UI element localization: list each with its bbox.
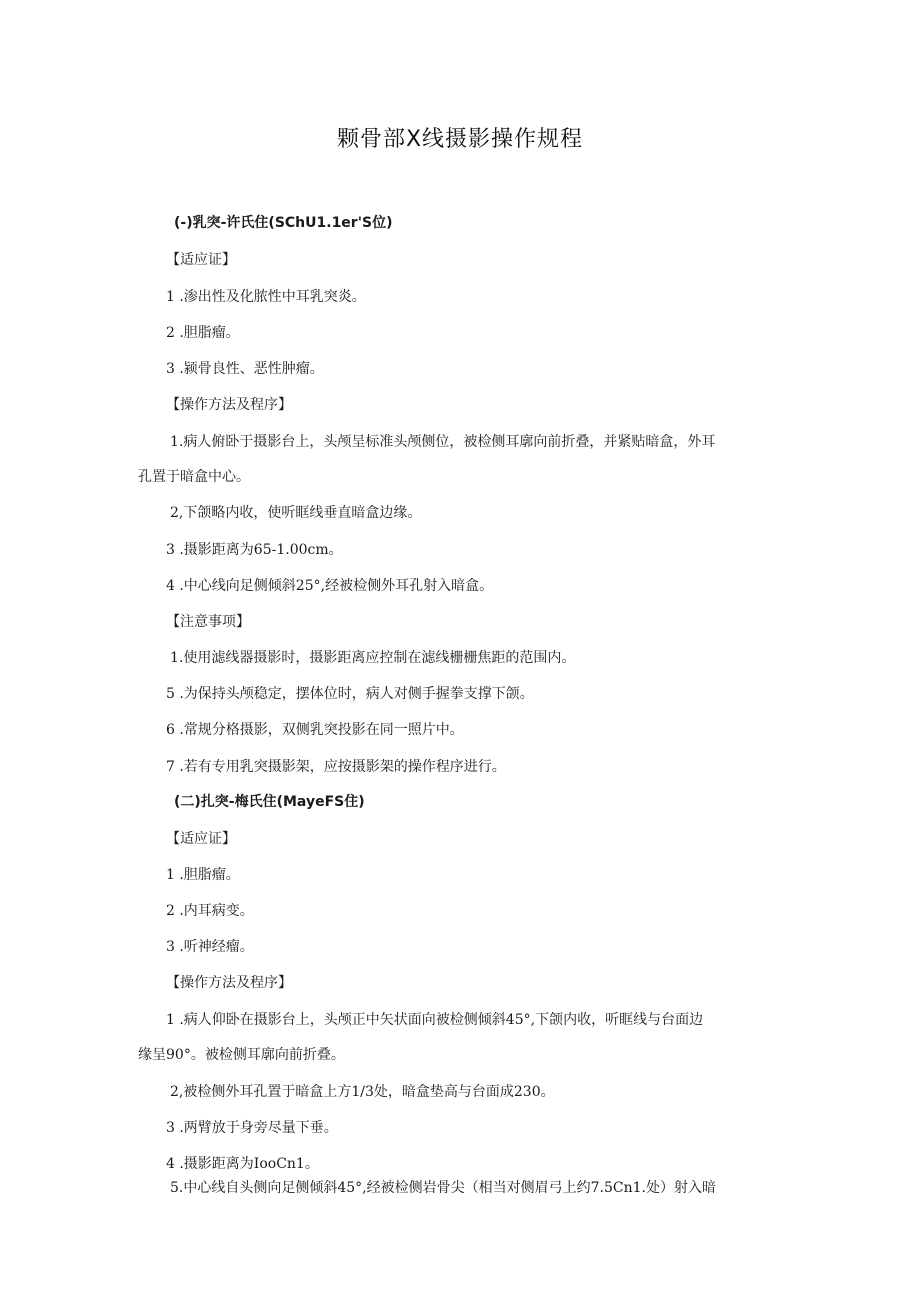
list-item: 1.病人俯卧于摄影台上，头颅呈标准头颅侧位，被检侧耳廓向前折叠，并紧贴暗盒，外耳 [170,434,716,450]
list-item: 2,被检侧外耳孔置于暗盒上方1/3处，暗盒垫高与台面成230。 [170,1084,555,1100]
list-item: 4 .中心线向足侧倾斜25°,经被检侧外耳孔射入暗盒。 [166,578,494,594]
list-item: 2 .胆脂瘤。 [166,325,240,341]
document-title: 颗骨部X线摄影操作规程 [336,127,584,152]
list-item: 1 .病人仰卧在摄影台上，头颅正中矢状面向被检侧倾斜45°,下颌内收，听眶线与台面边 [166,1012,704,1028]
list-item: 2 .内耳病变。 [166,903,254,919]
list-item: 1.使用滤线器摄影时，摄影距离应控制在滤线栅栅焦距的范围内。 [170,650,576,666]
list-item-continuation: 孔置于暗盒中心。 [138,469,250,485]
section-heading-1: (-)乳突-许氏住(SChU1.1er'S位) [174,215,393,231]
subheading-indications-2: 【适应证】 [166,831,236,847]
list-item: 3 .两臂放于身旁尽量下垂。 [166,1120,338,1136]
list-item: 3 .摄影距离为65-1.00cm。 [166,542,343,558]
list-item-continuation: 缘呈90°。被检侧耳廓向前折叠。 [138,1047,345,1063]
subheading-indications-1: 【适应证】 [166,252,236,268]
list-item: 1 .胆脂瘤。 [166,867,240,883]
list-item: 7 .若有专用乳突摄影架，应按摄影架的操作程序进行。 [166,759,506,775]
list-item: 4 .摄影距离为IooCn1。 [166,1156,319,1172]
section-heading-2: (二)扎突-梅氏住(MayeFS住) [174,794,365,810]
list-item: 5.中心线自头侧向足侧倾斜45°,经被检侧岩骨尖（相当对侧眉弓上约7.5Cn1.处）射入暗 [170,1180,716,1196]
list-item: 2,下颌略内收，使听眶线垂直暗盒边缘。 [170,505,422,521]
list-item: 5 .为保持头颅稳定，摆体位时，病人对侧手握拳支撑下颌。 [166,686,534,702]
list-item: 1 .渗出性及化脓性中耳乳突炎。 [166,289,366,305]
subheading-procedure-1: 【操作方法及程序】 [166,397,292,413]
subheading-procedure-2: 【操作方法及程序】 [166,975,292,991]
list-item: 6 .常规分格摄影，双侧乳突投影在同一照片中。 [166,722,464,738]
subheading-notes-1: 【注意事项】 [166,614,250,630]
list-item: 3 .听神经瘤。 [166,939,254,955]
list-item: 3 .颍骨良性、恶性肿瘤。 [166,361,324,377]
